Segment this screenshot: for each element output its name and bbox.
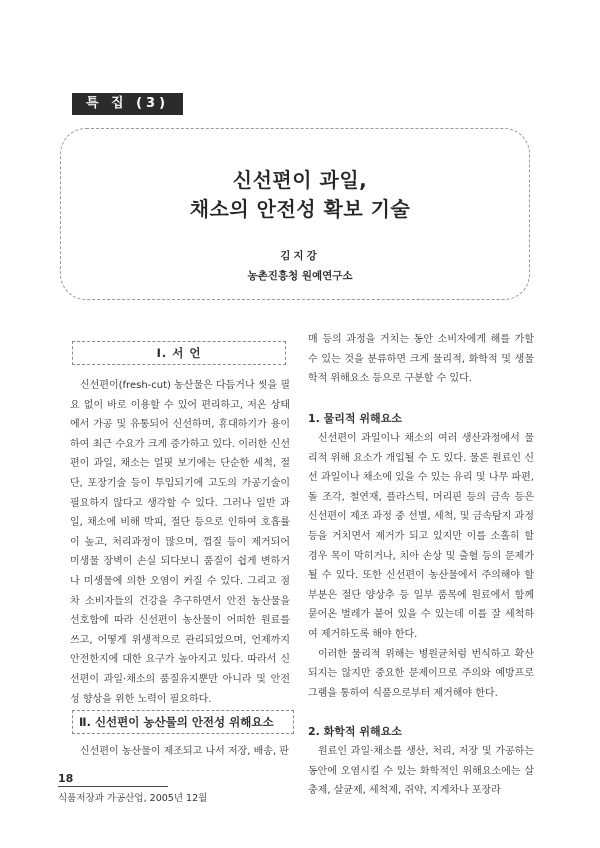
hazards-body-cont [308,330,534,389]
hazards-paragraph-cont: 매 등의 과정을 거치는 동안 소비자에게 해를 가할 수 있는 것을 분류하면 크게 물리적, 화학적 및 생물학적 위해요소 등으로 구분할 수 있다. [308,334,534,385]
physical-paragraph-2: 이러한 물리적 위해는 병원균처럼 번식하고 확산되지는 않지만 중요한 문제이므로 주의와 예방프로그램을 통하여 식품으로부터 제거해야 한다. [308,648,534,699]
subheading-chemical: 2. 화학적 위해요소 [308,725,402,738]
section-heading-intro: Ⅰ. 서 언 [72,341,286,365]
chemical-body [308,742,534,801]
article-title-line1: 신선편이 과일, [232,168,368,192]
section-heading-hazards: Ⅱ. 신선편이 농산물의 안전성 위해요소 [72,710,294,734]
section-tag: 특 집 (3) [72,93,183,115]
author-name: 김지강 [280,250,320,262]
page-number: 18 [58,772,74,785]
hazards-body-start [70,742,290,762]
intro-paragraph: 신선편이(fresh-cut) 농산물은 다듬거나 씻을 필요 없이 바로 이용할 수 있어 편리하고, 저온 상태에서 가공 및 유통되어 신선하며, 휴대하기가 용이하여 최근 수요가 크게 증가하고 있다. 이러한 신선편이 과일, 채소는 얼핏 보기에는 단순한 세척, 절단, 포장기술 등이 투입되기에 고도의 가공기술이 필요하지 않다고 생각할 수 있다. 그러나 일반 과일, 채소에 비해 박피, 절단 등으로 인하여 호흡률이 높고, 처리과정이 많으며, 껍질 등이 제거되어 미생물 장벽이 손실 되다보니 품질이 쉽게 변하거나 미생물에 의한 오염이 커질 수 있다. 그리고 점차 소비자들의 건강을 추구하면서 안전 농산물을 선호함에 따라 신선편이 농산물이 어떠한 원료를 쓰고, 어떻게 위생적으로 관리되었으며, 언제까지 안전한지에 대한 요구가 높아지고 있다. 따라서 신선편이 과일·채소의 품질유지뿐만 아니라 및 안전성 향상을 위한 노력이 필요하다. [70,380,290,705]
physical-paragraph-1: 신선편이 과일이나 채소의 여러 생산과정에서 물리적 위해 요소가 개입될 수 도 있다. 물론 원료인 신선 과일이나 채소에 있을 수 있는 유리 및 나무 파편, 돌 조각, 철연재, 플라스틱, 머리핀 등의 금속 등은 신선편이 제조 과정 중 선별, 세척, 및 금속탐지 과정 등을 거치면서 제거가 되고 있지만 이를 소홀히 할 경우 목이 막히거나, 치아 손상 및 출혈 등의 문제가 될 수 있다. 또한 신선편이 농산물에서 주의해야 할 부분은 절단 양상추 등 일부 품목에 원료에서 함께 묻어온 벌레가 붙어 있을 수 있는데 이를 잘 세척하여 제거하도록 해야 한다. [308,433,534,640]
article-title-line2: 채소의 안전성 확보 기술 [189,197,411,221]
chemical-paragraph-1: 원료인 과일·채소를 생산, 처리, 저장 및 가공하는 동안에 오염시킬 수 있는 화학적인 위해요소에는 살충제, 살균제, 세척제, 쥐약, 지게차나 포장라 [308,746,534,797]
author-affiliation: 농촌진흥청 원예연구소 [247,270,353,282]
hazards-paragraph-start: 신선편이 농산물이 제조되고 나서 저장, 배송, 판 [80,746,289,757]
subheading-physical: 1. 물리적 위해요소 [308,412,402,425]
intro-body [70,376,290,709]
physical-body [308,429,534,703]
publication-info: 식품저장과 가공산업, 2005년 12월 [58,793,208,804]
footer-rule [58,786,168,787]
